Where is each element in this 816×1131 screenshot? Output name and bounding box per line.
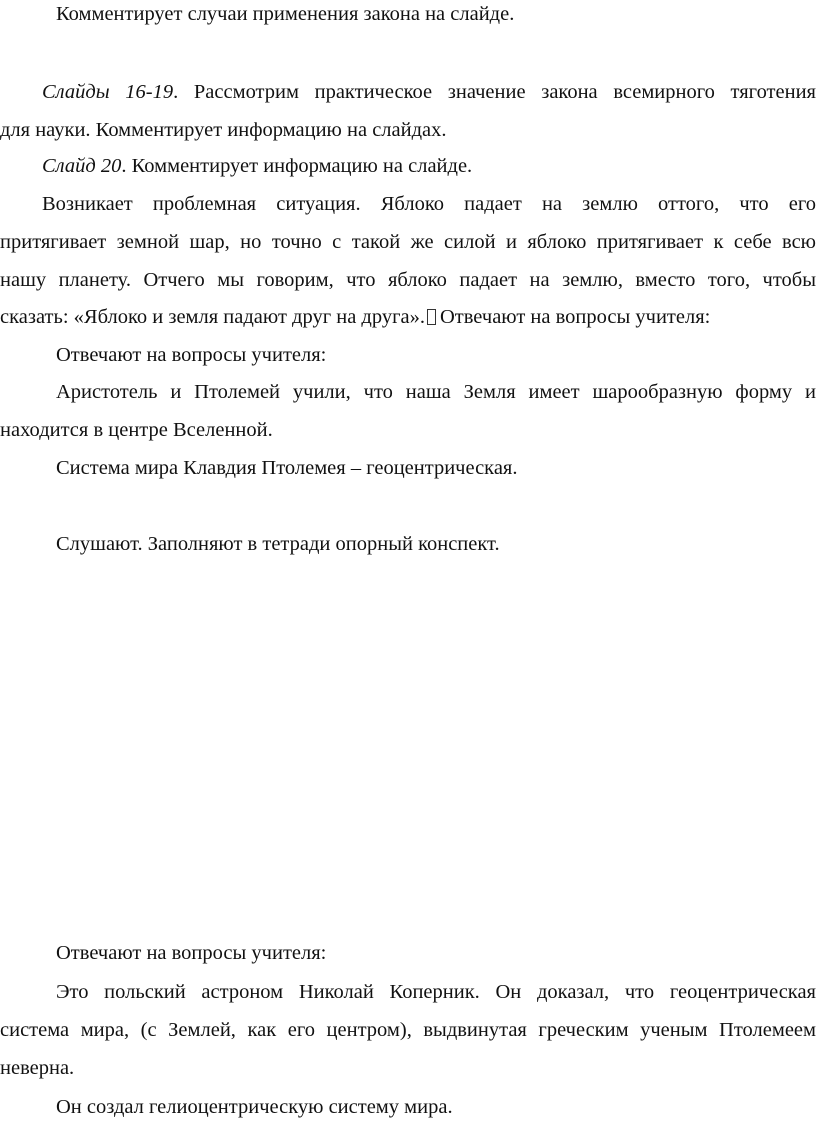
text-line-5: Возникает проблемная ситуация. Яблоко падает на землю оттого, что его [42, 193, 816, 215]
text-line-17: неверна. [0, 1057, 75, 1079]
text-line-1: Комментирует случаи применения закона на слайде. [56, 3, 515, 25]
text-line-4-rest: . Комментирует информацию на слайде. [121, 155, 473, 177]
text-line-15: Это польский астроном Николай Коперник. Он доказал, что геоцентрическая [56, 981, 816, 1003]
text-line-8a: сказать: «Яблоко и земля падают друг на друга». [0, 306, 425, 328]
text-line-6: притягивает земной шар, но точно с такой же силой и яблоко притягивает к себе всю [0, 231, 816, 253]
text-line-3: для науки. Комментирует информацию на слайдах. [0, 119, 447, 141]
text-line-14: Отвечают на вопросы учителя: [56, 942, 327, 964]
text-line-9: Отвечают на вопросы учителя: [56, 344, 327, 366]
text-line-10: Аристотель и Птолемей учили, что наша Земля имеет шарообразную форму и [56, 381, 816, 403]
text-line-12: Система мира Клавдия Птолемея – геоцентрическая. [56, 457, 518, 479]
text-line-2 [0, 80, 816, 104]
slides-label: Слайды 16-19 [42, 81, 174, 103]
text-line-4 [0, 154, 816, 178]
missing-glyph-icon [427, 309, 436, 325]
text-line-7: нашу планету. Отчего мы говорим, что яблоко падает на землю, вместо того, чтобы [0, 269, 816, 291]
text-line-16: система мира, (с Землей, как его центром), выдвинутая греческим ученым Птолемеем [0, 1019, 816, 1041]
text-line-2-rest: . Рассмотрим практическое значение закона всемирного тяготения [173, 81, 816, 103]
text-line-8b: Отвечают на вопросы учителя: [439, 306, 711, 328]
slide-label: Слайд 20 [42, 155, 122, 177]
text-line-11: находится в центре Вселенной. [0, 419, 273, 441]
text-line-8 [0, 305, 816, 329]
text-line-13: Слушают. Заполняют в тетради опорный конспект. [56, 533, 500, 555]
text-line-18: Он создал гелиоцентрическую систему мира. [56, 1096, 453, 1118]
